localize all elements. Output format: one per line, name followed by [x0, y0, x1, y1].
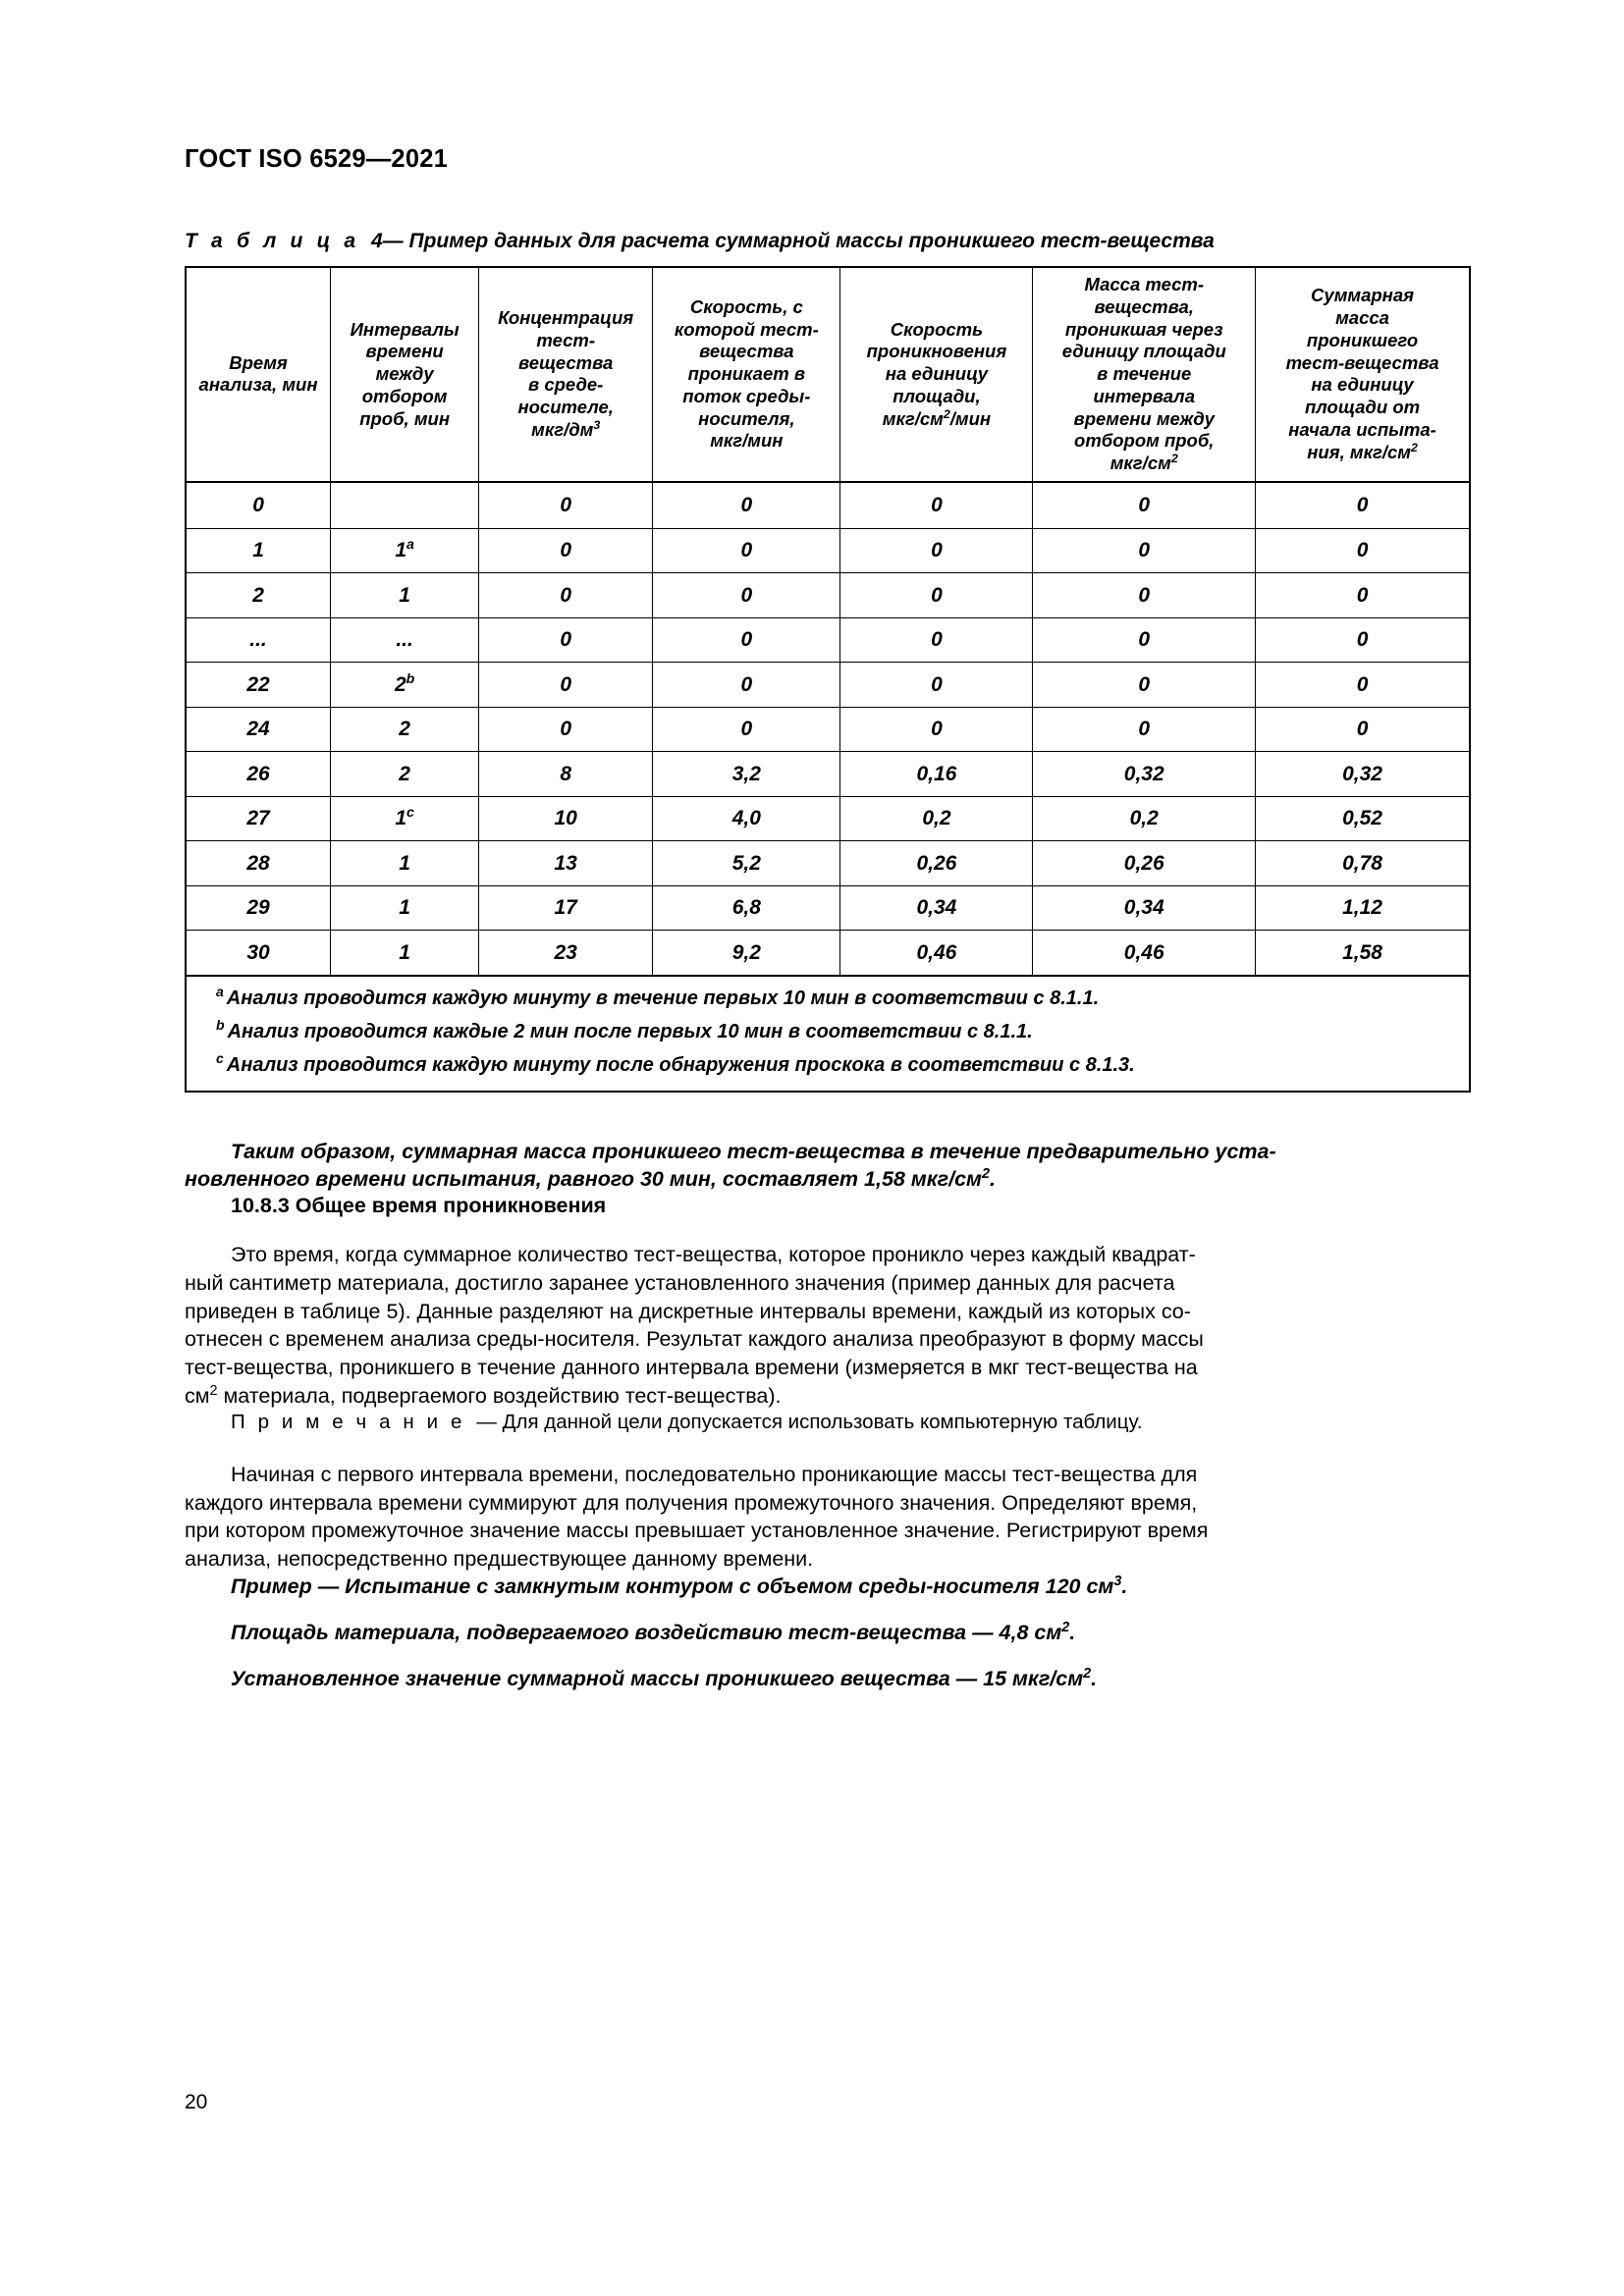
body-paragraph-1-line-5: тест-вещества, проникшего в течение данного интервала времени (измеряется в мкг тест-вещества на — [185, 1355, 1198, 1379]
cell-time: 22 — [186, 663, 331, 708]
cell-area-rate: 0,2 — [840, 796, 1033, 841]
body-paragraph-2 — [185, 1461, 1471, 1574]
cell-rate: 0 — [653, 573, 840, 618]
cell-interval — [331, 482, 479, 529]
cell-mass-interval: 0,32 — [1033, 752, 1256, 797]
table-row — [186, 617, 1470, 663]
cell-mass-interval: 0 — [1033, 528, 1256, 573]
example-line-3-superscript: 2 — [1083, 1665, 1092, 1682]
permeation-data-table — [185, 266, 1471, 1093]
cell-time: 28 — [186, 841, 331, 886]
table-caption-number: 4 — [370, 230, 383, 252]
cell-area-rate: 0 — [840, 663, 1033, 708]
cell-cumulative: 0 — [1256, 573, 1470, 618]
cell-conc: 0 — [479, 573, 653, 618]
table-row — [186, 707, 1470, 752]
cell-time: ... — [186, 617, 331, 663]
cell-interval-footnote-mark: c — [406, 804, 414, 820]
table-body — [186, 482, 1470, 976]
cell-conc: 10 — [479, 796, 653, 841]
cell-area-rate: 0,34 — [840, 885, 1033, 931]
table-row — [186, 931, 1470, 976]
body-paragraph-2-line-1: Начиная с первого интервала времени, последовательно проникающие массы тест-вещества для — [231, 1462, 1198, 1486]
body-paragraph-1 — [185, 1241, 1471, 1410]
body-paragraph-1-line-4: отнесен с временем анализа среды-носителя. Результат каждого анализа преобразуют в форму массы — [185, 1327, 1204, 1352]
table-footnote-text: Анализ проводится каждую минуту после обнаружения проскока в соответствии с 8.1.3. — [226, 1053, 1135, 1076]
cell-mass-interval: 0,2 — [1033, 796, 1256, 841]
table-row — [186, 482, 1470, 529]
table-row — [186, 752, 1470, 797]
body-paragraph-1-line-6-pre: см — [185, 1383, 210, 1408]
cell-conc: 0 — [479, 482, 653, 529]
table-footnote-text: Анализ проводится каждую минуту в течение первых 10 мин в соответствии с 8.1.1. — [226, 987, 1100, 1009]
cell-time: 1 — [186, 528, 331, 573]
note-label: П р и м е ч а н и е — [231, 1411, 465, 1434]
summary-line-1: Таким образом, суммарная масса проникшего тест-вещества в течение предварительно уста- — [231, 1139, 1276, 1163]
table-footnotes-row — [186, 976, 1470, 1092]
cell-rate: 0 — [653, 617, 840, 663]
summary-line-2-post: . — [989, 1167, 996, 1192]
page-number: 20 — [185, 2091, 208, 2113]
table-footnote — [216, 1017, 1439, 1042]
table-footnote — [216, 984, 1439, 1009]
cell-conc: 0 — [479, 617, 653, 663]
document-standard-header: ГОСТ ISO 6529—2021 — [185, 145, 448, 173]
table-caption-label: Т а б л и ц а — [185, 230, 360, 252]
cell-area-rate: 0,46 — [840, 931, 1033, 976]
note-text: — Для данной цели допускается использовать компьютерную таблицу. — [476, 1411, 1143, 1434]
cell-area-rate: 0 — [840, 528, 1033, 573]
table-footnote-mark: b — [216, 1017, 225, 1034]
cell-cumulative: 0,52 — [1256, 796, 1470, 841]
cell-rate: 0 — [653, 707, 840, 752]
cell-mass-interval: 0,26 — [1033, 841, 1256, 886]
cell-time: 26 — [186, 752, 331, 797]
cell-conc: 0 — [479, 663, 653, 708]
cell-time: 0 — [186, 482, 331, 529]
example-line-2-post: . — [1069, 1620, 1076, 1644]
column-header-concentration: Концентрация тест- вещества в среде- носителе, мкг/$дм^3$ — [479, 267, 653, 482]
table-footnote-mark: c — [216, 1050, 224, 1067]
table-footnotes — [186, 976, 1470, 1092]
cell-cumulative: 0 — [1256, 482, 1470, 529]
example-line-2 — [185, 1620, 1471, 1647]
body-paragraph-2-line-2: каждого интервала времени суммируют для получения промежуточного значения. Определяют время, — [185, 1490, 1198, 1515]
cell-cumulative: 0 — [1256, 528, 1470, 573]
table-foot — [186, 976, 1470, 1092]
cell-area-rate: 0 — [840, 573, 1033, 618]
table-row — [186, 796, 1470, 841]
cell-mass-interval: 0 — [1033, 663, 1256, 708]
example-line-3-post: . — [1091, 1666, 1098, 1690]
cell-mass-interval: 0 — [1033, 707, 1256, 752]
cell-interval: 2 — [331, 752, 479, 797]
cell-interval: 2$^b$ — [331, 663, 479, 708]
example-line-2-pre: Площадь материала, подвергаемого воздействию тест-вещества — 4,8 см — [231, 1620, 1062, 1644]
cell-mass-interval: 0 — [1033, 482, 1256, 529]
example-line-3 — [185, 1666, 1471, 1693]
column-header-cumulative-mass: Суммарная масса проникшего тест-вещества на единицу площади от начала испыта- ния, мкг/$см^2$ — [1256, 267, 1470, 482]
cell-cumulative: 1,12 — [1256, 885, 1470, 931]
table-row — [186, 663, 1470, 708]
cell-cumulative: 0 — [1256, 617, 1470, 663]
example-line-1-post: . — [1121, 1574, 1128, 1598]
cell-conc: 23 — [479, 931, 653, 976]
cell-rate: 0 — [653, 528, 840, 573]
cell-mass-interval: 0,46 — [1033, 931, 1256, 976]
cell-interval-footnote-mark: b — [406, 669, 415, 686]
cell-cumulative: 0,78 — [1256, 841, 1470, 886]
section-heading-10-8-3: 10.8.3 Общее время проникновения — [231, 1194, 607, 1218]
cell-interval-footnote-mark: a — [406, 536, 414, 552]
cell-mass-interval: 0 — [1033, 573, 1256, 618]
table-row — [186, 885, 1470, 931]
body-paragraph-1-line-6-superscript: 2 — [209, 1382, 218, 1399]
body-paragraph-1-line-1: Это время, когда суммарное количество тест-вещества, которое проникло через каждый квадрат- — [231, 1243, 1196, 1267]
cell-area-rate: 0,16 — [840, 752, 1033, 797]
column-header-time: Время анализа, мин — [186, 267, 331, 482]
table-head — [186, 267, 1470, 482]
table-row — [186, 573, 1470, 618]
cell-interval: 1$^c$ — [331, 796, 479, 841]
example-line-1-superscript: 3 — [1113, 1573, 1122, 1589]
cell-area-rate: 0,26 — [840, 841, 1033, 886]
cell-area-rate: 0 — [840, 482, 1033, 529]
cell-time: 27 — [186, 796, 331, 841]
table-footnote — [216, 1050, 1439, 1076]
cell-interval: 1 — [331, 885, 479, 931]
cell-rate: 4,0 — [653, 796, 840, 841]
cell-mass-interval: 0,34 — [1033, 885, 1256, 931]
table-caption — [185, 230, 1471, 253]
cell-rate: 9,2 — [653, 931, 840, 976]
cell-conc: 0 — [479, 528, 653, 573]
table-footnote-mark: a — [216, 984, 224, 1000]
example-line-2-superscript: 2 — [1061, 1619, 1070, 1635]
cell-rate: 0 — [653, 663, 840, 708]
body-paragraph-1-line-6-post: материала, подвергаемого воздействию тест-вещества). — [217, 1383, 782, 1408]
table-footnote-text: Анализ проводится каждые 2 мин после первых 10 мин в соответствии с 8.1.1. — [227, 1020, 1033, 1042]
cell-interval: 1$^a$ — [331, 528, 479, 573]
cell-interval: 1 — [331, 573, 479, 618]
column-header-sampling-interval: Интервалы времени между отбором проб, мин — [331, 267, 479, 482]
note-paragraph — [185, 1410, 1471, 1436]
cell-conc: 13 — [479, 841, 653, 886]
table-row — [186, 528, 1470, 573]
cell-cumulative: 0,32 — [1256, 752, 1470, 797]
cell-interval: 1 — [331, 931, 479, 976]
body-paragraph-2-line-3: при котором промежуточное значение массы превышает установленное значение. Регистрируют время — [185, 1519, 1209, 1543]
cell-mass-interval: 0 — [1033, 617, 1256, 663]
table-row — [186, 841, 1470, 886]
body-paragraph-1-line-2: ный сантиметр материала, достигло заранее установленного значения (пример данных для расчета — [185, 1270, 1175, 1295]
table-caption-spacer — [359, 230, 371, 252]
table-header-row — [186, 267, 1470, 482]
note-separator — [465, 1411, 476, 1433]
cell-rate: 0 — [653, 482, 840, 529]
cell-time: 2 — [186, 573, 331, 618]
cell-interval: 1 — [331, 841, 479, 886]
example-line-3-pre: Установленное значение суммарной массы проникшего вещества — 15 мкг/см — [231, 1666, 1084, 1690]
summary-line-2-pre: новленного времени испытания, равного 30 мин, составляет 1,58 мкг/см — [185, 1167, 982, 1192]
cell-conc: 0 — [479, 707, 653, 752]
page-content — [185, 145, 1471, 1692]
cell-conc: 8 — [479, 752, 653, 797]
body-paragraph-1-line-3: приведен в таблице 5). Данные разделяют на дискретные интервалы времени, каждый из которых со- — [185, 1299, 1191, 1323]
summary-line-2-superscript: 2 — [981, 1166, 990, 1183]
cell-interval: ... — [331, 617, 479, 663]
cell-cumulative: 0 — [1256, 707, 1470, 752]
column-header-interval-mass: Масса тест- вещества, проникшая через единицу площади в течение интервала времени между отбором проб, мкг/$см^2$ — [1033, 267, 1256, 482]
table-caption-text: — Пример данных для расчета суммарной массы проникшего тест-вещества — [382, 230, 1215, 252]
example-line-1 — [185, 1574, 1471, 1601]
summary-paragraph — [185, 1138, 1471, 1194]
cell-time: 30 — [186, 931, 331, 976]
cell-rate: 6,8 — [653, 885, 840, 931]
cell-rate: 5,2 — [653, 841, 840, 886]
cell-cumulative: 1,58 — [1256, 931, 1470, 976]
cell-area-rate: 0 — [840, 707, 1033, 752]
column-header-area-rate: Скорость проникновения на единицу площади, мкг/$см^2$/мин — [840, 267, 1033, 482]
example-line-1-pre: Пример — Испытание с замкнутым контуром с объемом среды-носителя 120 см — [231, 1574, 1114, 1598]
body-paragraph-2-line-4: анализа, непосредственно предшествующее данному времени. — [185, 1546, 814, 1571]
column-header-permeation-rate: Скорость, с которой тест- вещества проникает в поток среды- носителя, мкг/мин — [653, 267, 840, 482]
cell-cumulative: 0 — [1256, 663, 1470, 708]
cell-conc: 17 — [479, 885, 653, 931]
cell-rate: 3,2 — [653, 752, 840, 797]
cell-time: 29 — [186, 885, 331, 931]
cell-area-rate: 0 — [840, 617, 1033, 663]
cell-interval: 2 — [331, 707, 479, 752]
cell-time: 24 — [186, 707, 331, 752]
